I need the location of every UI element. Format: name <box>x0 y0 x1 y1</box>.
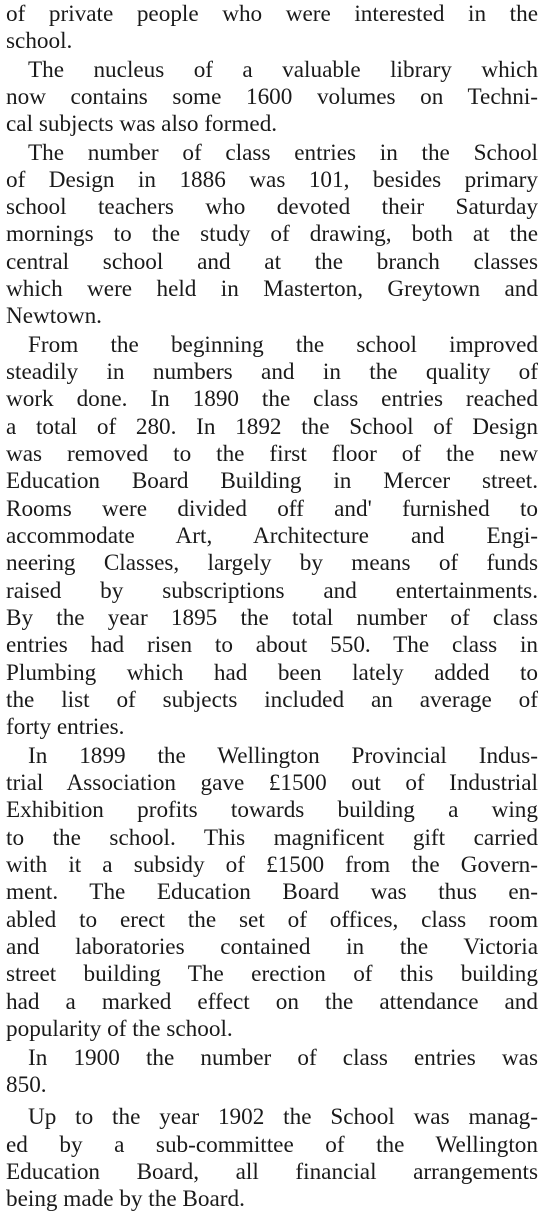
text-line: cal subjects was also formed. <box>6 111 278 137</box>
text-line: Exhibition profits towards building a wing <box>6 797 538 823</box>
text-line: to the school. This magnificent gift carried <box>6 825 538 851</box>
text-line: ed by a sub-committee of the Wellington <box>6 1132 538 1158</box>
text-line: a total of 280. In 1892 the School of Design <box>6 414 538 440</box>
text-line: By the year 1895 the total number of class <box>6 605 538 631</box>
text-line: school teachers who devoted their Saturday <box>6 194 538 220</box>
text-line: steadily in numbers and in the quality of <box>6 359 538 385</box>
text-line: trial Association gave £1500 out of Industrial <box>6 770 538 796</box>
text-line: abled to erect the set of offices, class room <box>6 907 538 933</box>
text-line: neering Classes, largely by means of funds <box>6 550 538 576</box>
text-line: 850. <box>6 1072 47 1098</box>
text-line: of private people who were interested in the <box>6 1 538 27</box>
text-line: Plumbing which had been lately added to <box>6 660 538 686</box>
text-line: school. <box>6 28 73 54</box>
text-line: central school and at the branch classes <box>6 249 538 275</box>
text-line: work done. In 1890 the class entries reached <box>6 386 538 412</box>
text-line: was removed to the first floor of the new <box>6 441 538 467</box>
paragraph-first-line: In 1899 the Wellington Provincial Indus- <box>28 743 538 769</box>
paragraph-first-line: From the beginning the school improved <box>28 332 538 358</box>
text-line: now contains some 1600 volumes on Techni- <box>6 84 538 110</box>
text-line: had a marked effect on the attendance and <box>6 989 538 1015</box>
text-line: accommodate Art, Architecture and Engi- <box>6 523 538 549</box>
text-line: being made by the Board. <box>6 1186 245 1212</box>
text-line: Education Board Building in Mercer street. <box>6 468 538 494</box>
text-line: and laboratories contained in the Victoria <box>6 934 538 960</box>
paragraph-first-line: The number of class entries in the School <box>28 140 538 166</box>
text-line: ment. The Education Board was thus en- <box>6 879 538 905</box>
text-line: forty entries. <box>6 714 125 740</box>
text-line: with it a subsidy of £1500 from the Govern- <box>6 852 538 878</box>
text-line: Education Board, all financial arrangements <box>6 1159 538 1185</box>
text-line: popularity of the school. <box>6 1016 233 1042</box>
text-line: Rooms were divided off and' furnished to <box>6 496 538 522</box>
paragraph-first-line: The nucleus of a valuable library which <box>28 57 538 83</box>
text-line: raised by subscriptions and entertainments. <box>6 578 538 604</box>
text-line: mornings to the study of drawing, both at the <box>6 221 538 247</box>
paragraph-first-line: Up to the year 1902 the School was manag- <box>28 1104 538 1130</box>
text-line: entries had risen to about 550. The class in <box>6 632 538 658</box>
text-line: the list of subjects included an average of <box>6 687 538 713</box>
text-line: street building The erection of this building <box>6 961 538 987</box>
text-line: Newtown. <box>6 303 102 329</box>
text-line: of Design in 1886 was 101, besides primary <box>6 167 538 193</box>
paragraph-first-line: In 1900 the number of class entries was <box>28 1045 538 1071</box>
text-line: which were held in Masterton, Greytown and <box>6 276 538 302</box>
